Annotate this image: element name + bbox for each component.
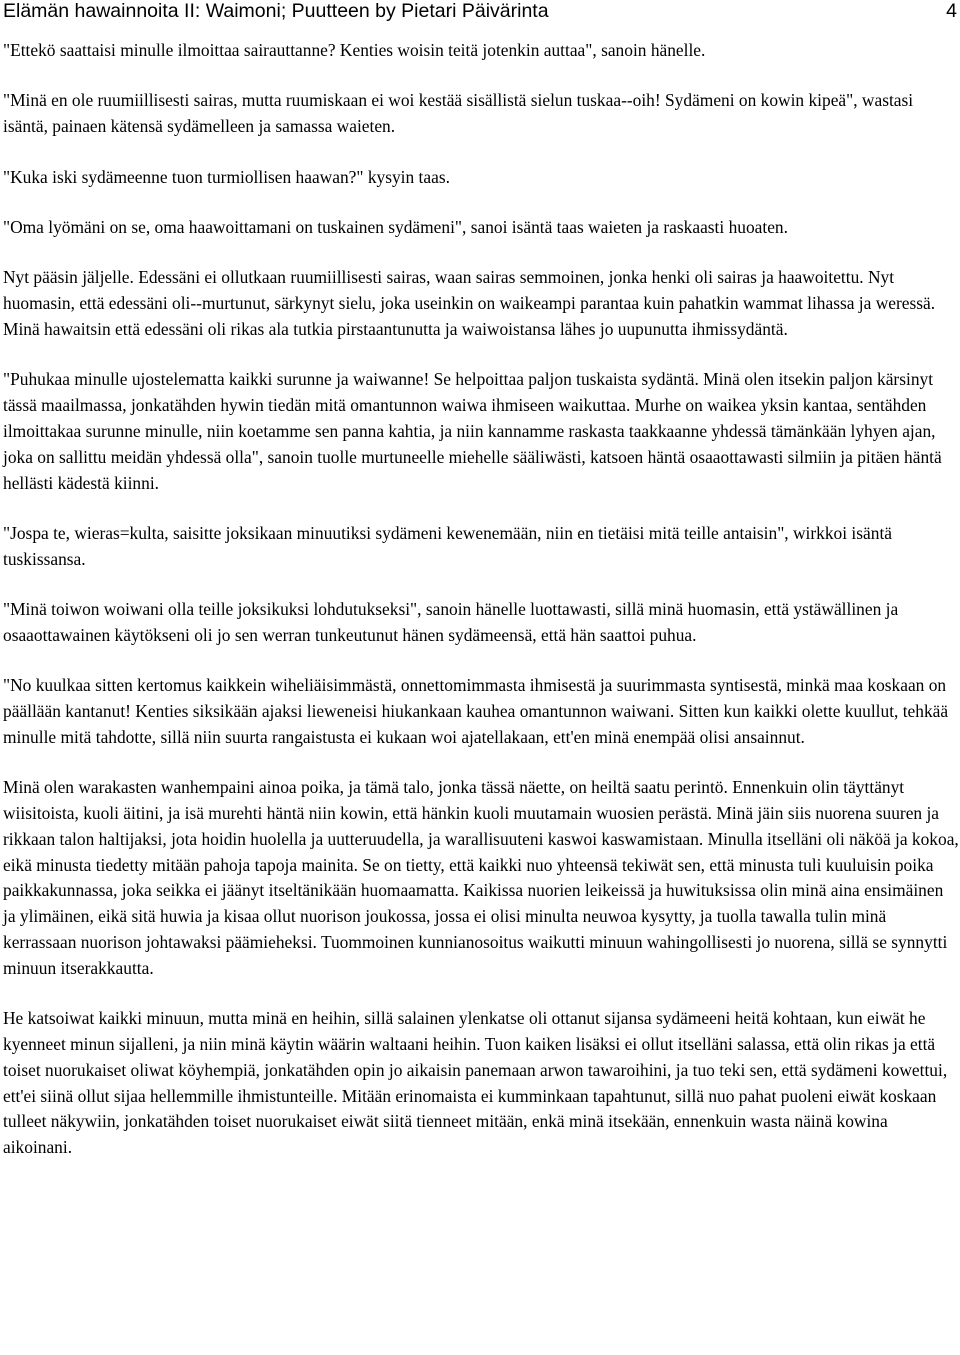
paragraph: "Kuka iski sydämeenne tuon turmiollisen haawan?" kysyin taas.: [3, 166, 450, 187]
paragraph: "Jospa te, wieras=kulta, saisitte joksikaan minuutiksi sydämeni kewenemään, niin en tietäisi mitä teille antaisin", wirkkoi isäntä tuskissansa.: [3, 522, 892, 569]
page-number: 4: [946, 0, 957, 22]
page-header: [0, 0, 960, 26]
paragraph: He katsoiwat kaikki minuun, mutta minä en heihin, sillä salainen ylenkatse oli ottanut sijansa sydämeeni heitä kohtaan, kun eiwät he kyenneet minun sijalleni, ja niin minä käytin wäärin waltaani heihin. Tuon kaiken lisäksi ei ollut itselläni salassa, että olin rikas ja että toiset nuorukaiset oliwat köyhempiä, jonkatähden opin jo aikaisin panemaan arwon tawaroihini, ja tuo teki sen, että sydämeni kowettui, ett'ei siinä ollut sijaa hellemmille ihmistunteille. Mitään erinomaista ei kumminkaan tapahtunut, sillä nuo pahat puoleni eiwät koskaan tulleet näkywiin, jonkatähden toiset nuorukaiset eiwät siitä tienneet mitään, enkä minä itsekään, ennenkuin wasta näinä kowina aikoinani.: [3, 1008, 948, 1158]
paragraph: "Minä en ole ruumiillisesti sairas, mutta ruumiskaan ei woi kestää sisällistä sielun tuskaa--oih! Sydämeni on kowin kipeä", wastasi isäntä, painaen kätensä sydämelleen ja samassa waieten.: [3, 90, 914, 137]
document-title: Elämän hawainnoita II: Waimoni; Puutteen by Pietari Päivärinta: [3, 0, 549, 22]
paragraph: "Oma lyömäni on se, oma haawoittamani on tuskainen sydämeni", sanoi isäntä taas waieten ja raskaasti huoaten.: [3, 216, 788, 237]
paragraph: "Ettekö saattaisi minulle ilmoittaa sairauttanne? Kenties woisin teitä jotenkin auttaa", sanoin hänelle.: [3, 40, 706, 60]
paragraph: "Minä toiwon woiwani olla teille joksikuksi lohdutukseksi", sanoin hänelle luottawasti, sillä minä huomasin, että ystäwällinen ja osaaottawainen käytökseni oli jo sen werran tunkeutunut hänen sydämeensä, että hän saattoi puhua.: [3, 599, 899, 645]
paragraph: "No kuulkaa sitten kertomus kaikkein wiheliäisimmästä, onnettomimmasta ihmisestä ja suurimmasta syntisestä, minkä maa koskaan on päällään kantanut! Kenties siksikään ajaksi lieweneisi hiukankaan kauhea omantunnon waiwani. Sitten kun kaikki olette kuullut, tehkää minulle mitä tahdotte, sillä niin suurta rangaistusta ei kukaan woi ajatellakaan, ett'en minä enempää olisi ansainnut.: [3, 675, 949, 747]
paragraph: Nyt pääsin jäljelle. Edessäni ei ollutkaan ruumiillisesti sairas, waan sairas semmoinen, jonka henki oli sairas ja haawoitettu. Nyt huomasin, että edessäni oli--murtunut, särkynyt sielu, joka useinkin on waikeampi parantaa kuin pahatkin wammat lihassa ja weressä. Minä hawaitsin että edessäni oli rikas ala tutkia pirstaantunutta ja waiwoistansa lähes jo uupunutta ihmissydäntä.: [3, 267, 936, 339]
document-body: [3, 38, 959, 1186]
paragraph: Minä olen warakasten wanhempaini ainoa poika, ja tämä talo, jonka tässä näette, on heiltä saatu perintö. Ennenkuin olin täyttänyt wiisitoista, kuoli äitini, ja isä murehti häntä niin kowin, että hänkin kuoli muutamain wuosien perästä. Minä jäin siis nuorena suuren ja rikkaan talon haltijaksi, jota hoidin huolella ja uutteruudella, ja warallisuuteni kaswoi kaswamistaan. Minulla itselläni oli näköä ja kokoa, eikä minusta tiedetty mitään pahoja tapoja mainita. Se on tietty, että kaikki nuo yhteensä tekiwät sen, että minusta tuli kuuluisin poika paikkakunnassa, joka seikka ei jäänyt itseltänikään huomaamatta. Kaikissa nuorien leikeissä ja huwituksissa olin minä aina ensimäinen ja ylimäinen, eikä sitä huwia ja kisaa ollut nuorison joukossa, jossa ei olisi minulta neuwoa kysytty, ja tuolla tawalla tulin minä kerrassaan nuorison johtawaksi päämieheksi. Tuommoinen kunnianosoitus waikutti minuun wahingollisesti jo nuorena, sillä se synnytti minuun itserakkautta.: [3, 777, 959, 978]
paragraph: "Puhukaa minulle ujostelematta kaikki surunne ja waiwanne! Se helpoittaa paljon tuskaista sydäntä. Minä olen itsekin paljon kärsinyt tässä maailmassa, jonkatähden hywin tiedän mitä omantunnon waiwa ihmiseen waikuttaa. Murhe on waikea yksin kantaa, sentähden ilmoittakaa surunne minulle, niin koetamme sen panna kahtia, ja niin kannamme raskasta taakkaanne yhdessä tämänkään lyhyen ajan, joka on sallittu meidän yhdessä olla", sanoin tuolle murtuneelle miehelle sääliwästi, katsoen häntä osaaottawasti silmiin ja pitäen häntä hellästi kädestä kiinni.: [3, 369, 942, 493]
